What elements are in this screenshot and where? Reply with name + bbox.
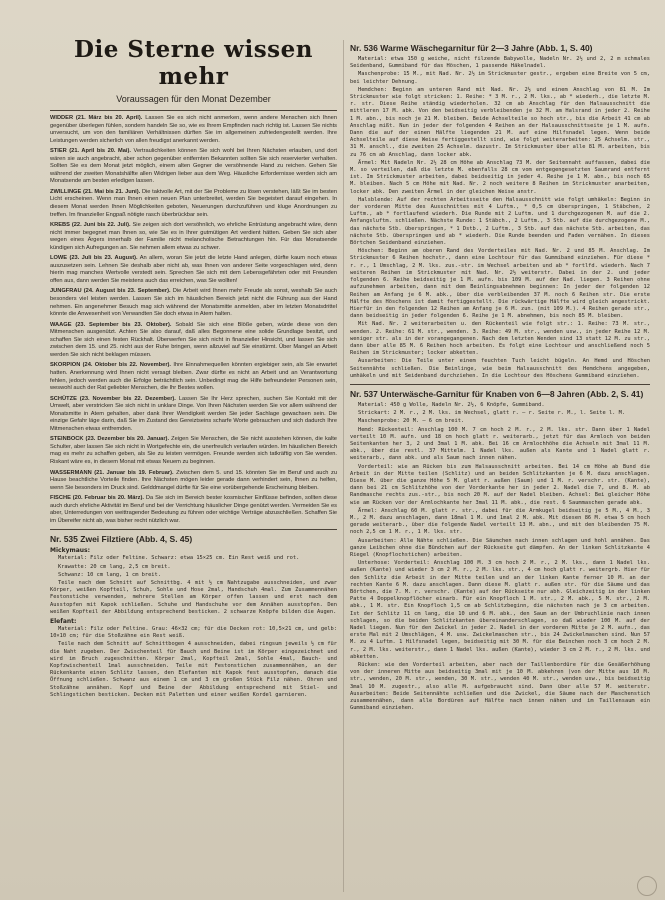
zodiac-sign-text: Sobald Sie sich eine Blöße geben, würde diese von den Mitmenschen ausgenützt. Achten Sie also darauf, daß alles Begonnene eine solide Grundlage besitzt, und schaffen Sie sich einen festen Rückhalt. Überwerfen Sie sich nicht in finanzieller Hinsicht, und lassen Sie sich zwischen dem 15. und 25. nicht aus der Ruhe bringen, wenn allzuviel auf Sie einstürmt. Über Mangel an Arbeit werden Sie sich nicht beklagen müssen. (50, 321, 337, 358)
zodiac-sign-label: LOWE (23. Juli bis 23. August). (50, 255, 138, 262)
horoscope-entry (50, 189, 337, 219)
article-537-title: Unterwäsche-Garnitur für Knaben von 6—8 Jahren (Abb. 2, S. 41) (380, 388, 644, 399)
horoscope-entry (50, 288, 337, 318)
article-paragraph: Teile nach dem Schnitt auf Schnittbg. 4 mit ½ cm Nahtzugabe ausschneiden, und zwar Körper, weißen Kopfteil, Schuh, Sohle und Hose 2mal, Handschuh 4mal. Zum Zusammennähen Festonstiche verwenden, mehrere Stellen am Körper offen lassen und erst nach dem Ausstopfen mit Kapok schließen. Schuhe und Handschuhe vor dem Annähen ausstopfen. Den weißen Kopfteil der Abbildung entsprechend besticken. 2 schwarze Knöpfe bilden die Augen. (50, 579, 337, 615)
zodiac-sign-label: STEINBOCK (23. Dezember bis 20. Januar). (50, 436, 170, 443)
horoscope-entry (50, 115, 337, 145)
left-column (50, 36, 337, 700)
article-paragraph: Ärmel: Mit Nadeln Nr. 2½ 28 cm Höhe ab Anschlag 73 M. der Seitennaht auffassen, dabei die M. so verteilen, daß die letzte M. ebenfalls 28 cm vom entgegengesetzten Saumrand entfernt ist. Im Strickmuster arbeiten, dabei beidseitig in jeder 4. Reihe je 1 M. abn., bis noch 65 M. bleiben. Nach 5 cm Höhe mit Nad. Nr. 2 noch weitere 8 Reihen im Strickmuster anarbeiten, locker abk. Den zweiten Ärmel in der gleichen Weise anstr. (350, 159, 650, 195)
article-536-number: Nr. 536 (350, 43, 378, 53)
zodiac-sign-text: Zeigen Sie Menschen, die Sie nicht ausstehen können, die kalte Schulter, aber lassen Sie sich nicht in Wortgefechte ein, die unerfreulich verlaufen würden. Im häuslichen Bereich mag es mehr zu schaffen geben, als Sie zu leisten vermögen. Freunde werden sich tatkräftig von Sie wenden. Riskant wäre es, in diesem Monat mit etwas Neuem zu beginnen. (50, 436, 337, 465)
horoscope-entry (50, 436, 337, 466)
horoscope-list (50, 115, 337, 525)
article-paragraph: Maschenprobe: 15 M., mit Nad. Nr. 2½ im Strickmuster gestr., ergeben eine Breite von 5 cm, bei leichter Dehnung. (350, 71, 650, 85)
article-paragraph: Ausarbeiten: Alle Nähte schließen. Die Säumchen nach innen schlagen und hohl annähen. Das ganze Leibchen ohne die Bündchen auf der Rückseite gut dämpfen. An der linken Schlitzkante 4 Riegel (Knopflochstichen) arbeiten. (350, 537, 650, 558)
zodiac-sign-label: FISCHE (20. Februar bis 20. März). (50, 495, 144, 502)
zodiac-sign-text: Da Sie sich im Bereich bester kosmischer Einflüsse befinden, sollten diese auch durch ehrliche Aktivität im Beruf und bei der Verrichtung häuslicher Dinge genützt werden. Vermeiden Sie es aber, Unterredungen von weittragender Bedeutung zu führen oder wichtige Verträge abzuschließen. Schaffen Sie im Übereifer nicht ab, was bisher recht nützlich war. (50, 495, 337, 524)
horoscope-entry (50, 222, 337, 252)
horoscope-entry (50, 470, 337, 493)
article-paragraph: Mit Nad. Nr. 2 weiterarbeiten u. den Rückenteil wie folgt str.: 1. Reihe: 73 M. str., wenden. 2. Reihe: 61 M. str., wenden. 3. Reihe: 49 M. str., wenden usw., in jeder Reihe 12 M. weniger str. als in der vorangegangenen. Nach dem letzten Wenden sind 13 statt 12 M. zu str., dann über alle 85 M. 6 Reihen hoch arbeiten. Es folgt eine Lochtour und anschließend noch 5 Reihen im Strickmuster; locker abketten. (350, 321, 650, 357)
horoscope-entry (50, 396, 337, 434)
horoscope-title: Die Sterne wissen mehr (74, 36, 313, 90)
column-divider (343, 40, 344, 892)
article-paragraph: Ärmel: Anschlag 60 M. glatt r. str., dabei für die Armkugel beidseitig je 5 M., 4 M., 3 M., 2 M. dazu anschlagen, dann 18mal 1 M. und 1mal 2 M. abk. Mit diesen 86 M. etwa 5 cm hoch gerade weiterarb., über die folgende Nadel verteilt 13 M. abn., und mit den bleibenden 75 M. noch 2,5 cm 1 M. r., 1 M. lks. str. (350, 507, 650, 536)
horoscope-entry (50, 495, 337, 525)
zodiac-sign-label: JUNGFRAU (24. August bis 23. September). (50, 288, 171, 295)
article-paragraph: Material: etwa 150 g weiche, nicht filzende Babywolle, Nadeln Nr. 2½ und 2, 2 m schmales Seidenband, Gummiband für das Höschen, 1 passende Häkelnadel. (350, 56, 650, 70)
zodiac-sign-label: WIDDER (21. März bis 20. April). (50, 115, 143, 121)
article-536-heading (350, 43, 650, 53)
zodiac-sign-label: SKORPION (24. Oktober bis 22. November). (50, 362, 172, 369)
zodiac-sign-label: SCHÜTZE (23. November bis 22. Dezember). (50, 395, 176, 402)
article-paragraph: Material: Filz oder Feltine. Grau: 46×32 cm; für die Decken rot: 10,5×21 cm, und gelb: 10×10 cm; für die Stoßzähne ein Rest weiß. (50, 625, 337, 640)
article-535-heading (50, 534, 337, 544)
article-537-heading (350, 389, 650, 399)
horoscope-entry (50, 148, 337, 186)
article-paragraph: Höschen: Beginn am oberen Rand des Vorderteiles mit Nad. Nr. 2 und 85 M. Anschlag. Im Strickmuster 6 Reihen hochstr., dann eine Lochtour für das Gummiband einziehen. Für diese * r. r., 1 Umschlag, 2 M. lks. zus.-str. im Wechsel arbeiten und ab * fortlfd. wiederh. Nach 7 weiteren Reihen im Strickmuster mit Nad. Nr. 2½ weiterstr. Dabei in der 2. und jeder folgenden 6. Reihe beidseitig je 1 M. aufn. bis 109 M. auf der Nad. liegen. 3 Reihen ohne aufzunehmen arbeiten, dann mit dem Beinlingsabnehmen beginnen: In jeder der folgenden 12 Reihen am Anfang je 6 M. abk., über die verbleibenden 37 M. noch 6 Reihen str. Die erste Hälfte des Höschens ist damit fertiggestellt. Die rückwärtige Hälfte wird gleich angestrickt. Hierfür in den folgenden 12 Reihen am Anfang je 6 M. zun. (mit 109 M.). 4 Reihen gerade str., dann beidseitig in jeder folgenden 6. Reihe je 1 M. abnehmen, bis noch 85 M. bleiben. (350, 248, 650, 320)
article-537-number: Nr. 537 (350, 388, 378, 399)
article-paragraph: Unterhose: Vorderteil: Anschlag 100 M. 3 cm hoch 2 M. r., 2 M. lks., dann 1 Nadel lks. außen (Kante) und wieder 3 cm 2 M. r., 2 M. lks. str., 4 cm hoch glatt r. weitergrb. Hier für den Schlitz die Arbeit in der Mitte teilen und an der linken Kante ferner 10 M. an der rechten Kante 6 M. dazu anschlagen. Dann diese M. glatt r. außen str. für die Säume und das Börtchen, die 7. M. r. verschr. (Kante) auf der Rückseite nur abh. Gleichzeitig in der linken Patte 4 Doppelknopflöcher einarb. Für ein Knopfloch 1 M. str., 2 M. abk., 5 M. str., 2 M. abk., 1 M. str. Ein Knopfloch 1,5 cm ab Schlitzbeginn, die nächsten nach je 3 cm arbeiten. Ist der Schlitz 11 cm lang, die 10 und 6 M. abk., den Saum an der Umbruchlinie nach innen schlagen, so die beiden Schlitzkanten übereinanderschlagen, so daß wieder 100 M. auf der Nadel liegen. Nun für den Zwickel in jeder 2. Nadel in der vorderen Mitte je 2 M. aufn., das erste Mal mit 2 Umschlägen, 4 M. usw. Zwickelmaschen str., bis 24 Zwickelmaschen sind. Nun 57 M. zu 4 Luftm. 1 Hilfsnadel legen, beidseitig mit 30 M. für die Beinchen noch 3 cm hoch 2 M. r., 2 M. lks. weiterstr., dann 1 Nadel lks. außen (Kante), wieder 3 cm 2 M. r., 2 M. lks. und abketten. (350, 560, 650, 660)
zodiac-sign-label: WASSERMANN (21. Januar bis 19. Februar). (50, 469, 174, 476)
zodiac-sign-label: KREBS (22. Juni bis 22. Juli). (50, 222, 131, 229)
zodiac-sign-label: WAAGE (23. September bis 23. Oktober). (50, 321, 172, 328)
article-paragraph: Material: Filz oder Feltine. Schwarz: etwa 15×25 cm. Ein Rest weiß und rot. (58, 555, 300, 562)
article-paragraph: Halsblende: Auf der rechten Arbeitsseite den Halsausschnitt wie folgt umhäkeln: Beginn in der vorderen Mitte des Ausschnittes mit 4 Luftm., * 0,5 cm überspringen, 1 Stäbchen, 2 Luftm., ab * fortlaufend wiederh. Die Runde mit 2 Luftm. und 1 durchgezogenen M. auf die 2. Anfangsluftm. schließen. Nächste Runde: 1 Stäbch., 2 Luftm., 3 Stb. auf die durchgezogene M., das nächste Stb. überspringen, * 1 Dstb., 2 Luftm., 3 Stb. auf das nächste Stb. arbeiten, das nächste Stb. überspringen und ab * wiederh. Die Runde beenden und Faden vernähen. In dieses Börtchen Seidenband einziehen. (350, 196, 650, 247)
zodiac-sign-text: Vertraulichkeiten können Sie sich wohl bei Ihren Nächsten erlauben, und dort wären sie auch angebracht, aber schon gegenüber entfernten Bekannten sollten Sie sich reservierter verhalten. Sollten Sie es dem Monat jetzt möglich, einem alten Gegner die versöhnende Hand zu reichen. Gehen Sie während der zweiten Monatshälfte allen Widrigen lieber aus dem Weg. Häusliche Erfordernisse werden sich am Monatsende am besten erledigen lassen. (50, 148, 337, 185)
article-536-title: Warme Wäschegarnitur für 2—3 Jahre (Abb. 1, S. 40) (380, 43, 593, 53)
article-paragraph: Teile nach dem Schnitt auf Schnittbogen 4 ausschneiden, dabei ringsum jeweils ½ cm für die Naht zugeben. Der Zwischenteil für Bauch und Beine ist im Körper eingezeichnet und wird im Bruch zugeschnitten. Körper 2mal, Kopfteil 2mal, Sohle 4mal, Bauch- und Kopfzwischenteil 1mal ausschneiden. Teile mit Festonstichen zusammennähen, an der Rückenkante einen Schlitz lassen, den Elefanten mit Kapok fest ausstopfen, danach die Öffnung schließen. Schwanz aus einem 1 cm und 3 cm großen Stück Filz nähen. Ohren und Stoßzähne annähen. Kopf und Beine der Abbildung entsprechend mit Stiel- und Schlingstichen besticken. Decken mit Paletten und einer weißen Kordel garnieren. (50, 641, 337, 698)
zodiac-sign-text: Ihre Einnahmequellen könnten ergiebiger sein, als Sie erwartet hatten. Anerkennung wird Ihnen nicht versagt bleiben. Zwar dürfte es nicht an Arbeit und an Verantwortung fehlen, jedoch werden auch die Erfolge beträchtlich sein. Unbedingt mag die Hilfe befreundeter Personen sein, weswohl auch der Rat geliebter Menschen, die Ihr Bestes wollen. (50, 362, 337, 392)
article-paragraph: Ausarbeiten: Die Teile unter einem feuchten Tuch leicht bügeln. An Hemd und Höschen Seitennähte schließen. Die Beinlinge, wie beim Halsausschnitt des Hemdchens angegeben, umhäkeln und mit Seidenband durchziehen. In die Lochtour des Höschens Gummiband einziehen. (350, 358, 650, 379)
right-column (350, 40, 650, 713)
zodiac-sign-text: Zwischen dem 5. und 15. könnten Sie im Beruf und auch zu Hause beachtliche Vorteile finden. Ihre Nächsten mögen leider gerade dann verhindert sein, Ihnen zu helfen, wenn Sie besonders im Druck sind. Gelddmangel dürfte für Sie eine vorübergehende Erscheinung bleiben. (50, 469, 337, 491)
article-paragraph: Krawatte: 20 cm lang, 2,5 cm breit. (58, 563, 171, 570)
section-rule (50, 529, 337, 530)
article-paragraph: Vorderteil: wie am Rücken bis zum Halsausschnitt arbeiten. Bei 14 cm Höhe ab Bund die Arbeit in der Mitte teilen (Schlitz) und an beiden Schlitzkanten je 6 M. dazu anschlagen. Diese M. über die ganze Höhe 5 M. glatt r. außen (Saum) und 1 M. r. verschr. str. (Kante), dann bei 21 cm Schlitzhöhe von der Vorderkante her in jeder 2. Nadel die 7, und 8. M. ab Randmasche rechts zus.-str., bis noch 20 M. auf der Nadel bleiben. Achsel: Bei gleicher Höhe wie am Rücken vor der Armlochkante her 3mal 11 M. abk., die rest. 6 Saummaschen gerade abk. (350, 463, 650, 506)
horoscope-entry (50, 362, 337, 392)
horoscope-entry (50, 255, 337, 285)
zodiac-sign-label: ZWILLINGE (21. Mai bis 21. Juni). (50, 188, 141, 195)
article-paragraph: Strickart: 2 M. r., 2 M. lks. im Wechsel, glatt r. — r. Seite r. M., l. Seite l. M. (358, 410, 626, 417)
zodiac-sign-text: Lassen Sie Ihr Herz sprechen, suchen Sie Kontakt mit der Umwelt, aber verstricken Sie sich nicht in unklare Dinge. Von Ihren Nächsten werden Sie vor allem während der Monatsmitte in Atem gehalten, aber dank Ihrer Wendigkeit werden Sie jeder Sachlage gewachsen sein. Die einzige Gefahr läge darin, daß Sie im Zustand des Gereiztseins scharfe Worte gebrauchen und sich dadurch Ihre Mitmenschen etwas entfremden. (50, 395, 337, 432)
article-paragraph: Maschenprobe: 20 M. — 6 cm breit. (358, 418, 465, 425)
article-535-number: Nr. 535 (50, 534, 78, 545)
zodiac-sign-text: An allem, woran Sie jetzt die letzte Hand anlegen, dürfte kaum noch etwas auszusetzen sein. Lehnen Sie deshalb aber nicht ab, was Ihnen von anderer Seite vorgeschlagen wird, denn hierin mag manches Wertvolle verstedt sein. Sprechen Sie sich mit dem Lebensgefährten oder mit Freunden offen aus, dann werden Sie meistens auch das erreichen, was Sie wollten! (50, 255, 337, 284)
horoscope-subtitle: Voraussagen für den Monat Dezember (116, 94, 271, 104)
zodiac-sign-text: Die taktvolle Art, mit der Sie Probleme zu lösen verstehen, läßt Sie im besten Licht erscheinen. Wenn man Ihnen einen neuen Plan unterbreitet, werden Sie begeistert darauf eingehen. In diesem Monat werden Ihnen Möglichkeiten geboten, Neuerungen durchzuführen und kluge Anordnungen zu treffen. Im finanzieller Engpaß nötigte rasch überbrückbar sein. (50, 188, 337, 218)
zodiac-sign-label: STIER (21. April bis 20. Mai). (50, 148, 131, 155)
zodiac-sign-text: Lassen Sie es sich nicht anmerken, wenn andere Menschen sich Ihnen gegenüber überlegen fühlen, sondern handeln Sie so, wie es Ihrem Empfinden nach richtig ist. Lassen Sie nichts unversucht, um von den familiären Verhältnissen dürften Sie im allgemeinen zufriedengestellt werden. Ihre Leistungen werden sicherlich von allen freudigst anerkannt werden. (50, 115, 337, 144)
section-rule-2 (350, 384, 650, 385)
article-subheading: Elefant: (50, 617, 77, 625)
title-rule (50, 110, 337, 111)
article-paragraph: Schwanz: 10 cm lang, 1 cm breit. (58, 571, 161, 578)
zodiac-sign-text: Die Arbeit wird Ihnen mehr Freude als sonst, weshalb Sie auch besonders viel leisten werden. Lassen Sie sich im häuslichen Bereich jetzt nicht die Führung aus der Hand nehmen. Ein angenehmer Besuch mag sich während der Monatsmitte anmelden, aber im letzten Monatsdrittel könnte die Anwesenheit von Verwandten Sie doch etwas in Atem halten. (50, 288, 337, 318)
article-537-body (350, 402, 650, 713)
article-paragraph: Material: 450 g Wolle, Nadeln Nr. 2½, 6 Knöpfe, Gummiband. (358, 401, 545, 408)
article-536-body (350, 56, 650, 380)
article-535-body (50, 547, 337, 699)
article-paragraph: Hemd: Rückenteil: Anschlag 100 M. 7 cm hoch 2 M. r., 2 M. lks. str. Dann über 1 Nadel verteilt 10 M. aufn. und 18 cm hoch glatt r. weiterarb., jetzt für das Armloch von beiden Seitenkanten her 3, 2 und 3mal 1 M. abk. Bei 16 cm Armlochhöhe die Achseln mit 3mal 11 M. abk., über die restl. 37 Mittelm. 1 Nadel lks. außen als Kante und 1 Nadel glatt r. weiterarb., dann abk. und als Saum nach innen nähen. (350, 426, 650, 462)
page-stamp (637, 876, 657, 896)
horoscope-entry (50, 322, 337, 360)
article-paragraph: Hemdchen: Beginn am unteren Rand mit Nad. Nr. 2½ und einem Anschlag von 81 M. Im Strickmuster wie folgt stricken: 1. Reihe: * 3 M. r., 2 M. lks., ab * wiederh., die letzte M. r. str. Diese Reihe ständig wiederholen. 32 cm ab Anschlag für den Halsausschnitt die mittleren 17 M. abk. Von den beidseitig verbleibenden je 32 M. am Halsrand in jeder 2. Reihe 1 M. abn., bis noch je 21 M. bleiben. Beide Achselteile so hoch str., bis die Arbeit 41 cm ab Anschlag mißt. Nun in jeder der folgenden 4 Reihen an der Halsausschnittseite je 1 M. aufn. Dann die auf der einen Hälfte liegenden 21 M. auf eine Hilfsnadel legen. Wenn beide Achselteile auf diese Weise fertiggestellt sind, wie folgt weiterarbeiten: 25 Achselm. str., 31 M. anschl., die zweiten 25 Achselm. dazustr. Im Strickmuster über alle 81 M. arbeiten, bis zu 76 cm ab Anschlag, dann locker abk. (350, 86, 650, 158)
article-535-title: Zwei Filztiere (Abb. 4, S. 45) (80, 534, 193, 545)
zodiac-sign-text: Sie zeigen sich dort versöhnlich, wo ehrliche Entrüstung angebracht wäre, denn nicht immer begegnet man Ihnen so, wie Sie es in Ihrer gutmütigen Art verdient hätten. Geben Sie sich aber wegen eines Ärgers innerhalb der Familie nicht melancholische Betrachtungen hin. Für das Monatsende kündigen sich Aufregungen an. Sie nehmen allem etwas zu schwer. (50, 222, 337, 251)
article-paragraph: Rücken: wie den Vorderteil arbeiten, aber nach der Taillenbordüre für die Gesäßerhöhung von der inneren Mitte aus beidseitig 3mal mit je 10 M. abkehren (von der Mitte aus 10 M. str., wenden, 20 M. str., wenden, 30 M. str., wenden 40 M. str., wenden usw., bis beidseitig 3mal 10 M. zugestr., also alle M. aufgebraucht sind. Dann über alle 57 M. weiterstr. Ausarbeiten: Beide Seitennähte schließen und die Zwickel, die Säume nach der Maschenstich zusammennähen, dann alle Bordüren auf Hälfte nach innen nähen und im Taillensaum ein Gummiband einziehen. (350, 662, 650, 712)
article-subheading: Mickymaus: (50, 547, 91, 555)
